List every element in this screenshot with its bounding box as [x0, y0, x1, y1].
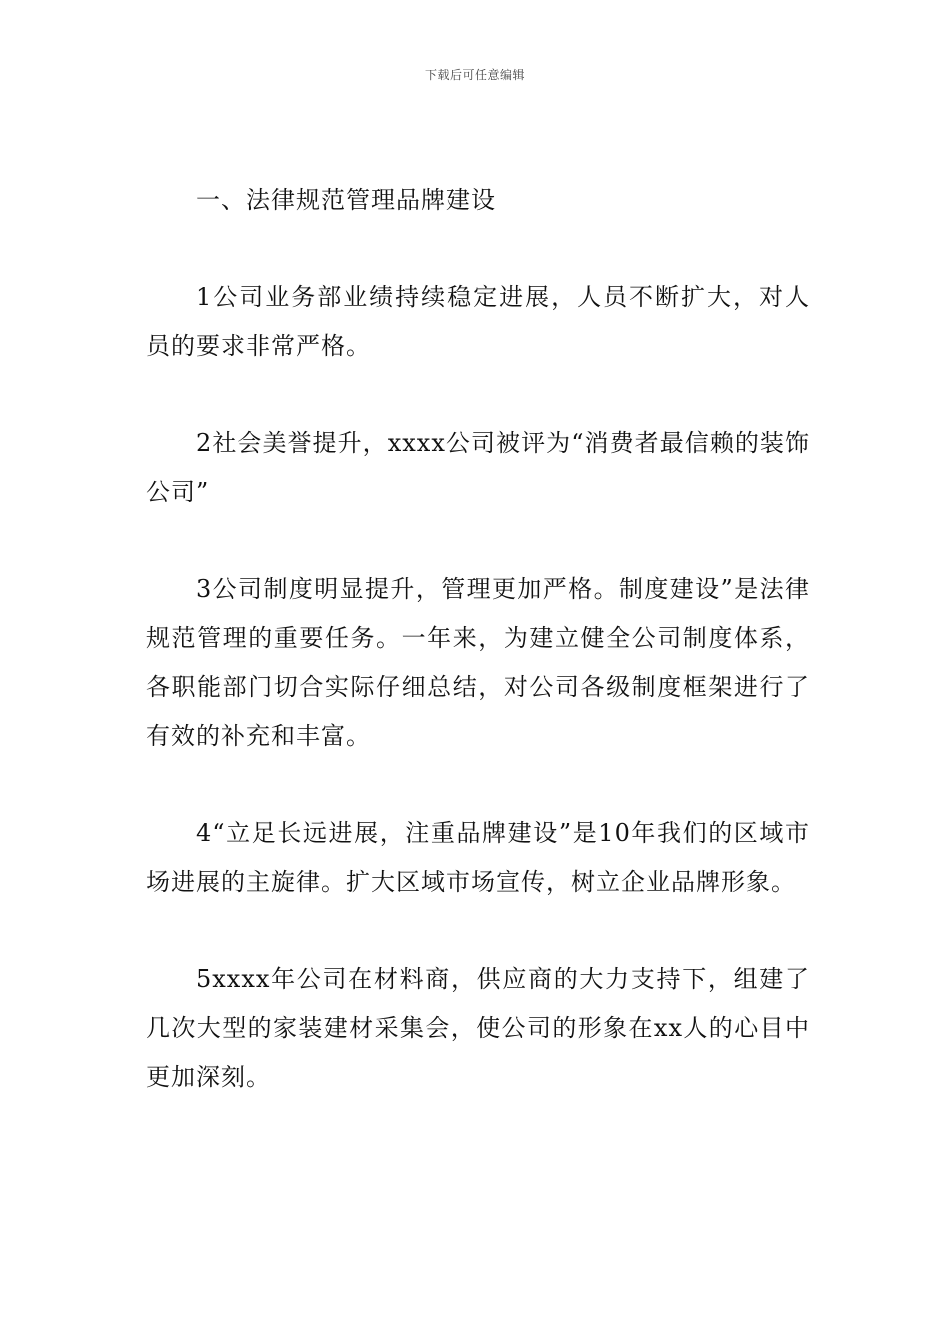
paragraph-4: 4“立足长远进展，注重品牌建设”是10年我们的区域市场进展的主旋律。扩大区域市场宣传，树立企业品牌形象。	[146, 819, 810, 896]
paragraph-3: 3公司制度明显提升，管理更加严格。制度建设”是法律规范管理的重要任务。一年来，为建立健全公司制度体系，各职能部门切合实际仔细总结，对公司各级制度框架进行了有效的补充和丰富。	[146, 575, 810, 750]
paragraph-5: 5xxxx年公司在材料商，供应商的大力支持下，组建了几次大型的家装建材采集会，使公司的形象在xx人的心目中更加深刻。	[146, 965, 810, 1091]
document-body	[146, 176, 810, 1150]
header-note: 下载后可任意编辑	[424, 68, 525, 82]
paragraph-1: 1公司业务部业绩持续稳定进展，人员不断扩大，对人员的要求非常严格。	[146, 283, 810, 360]
section-heading: 一、法律规范管理品牌建设	[196, 186, 496, 214]
paragraph-2: 2社会美誉提升，xxxx公司被评为“消费者最信赖的装饰公司”	[146, 429, 810, 506]
